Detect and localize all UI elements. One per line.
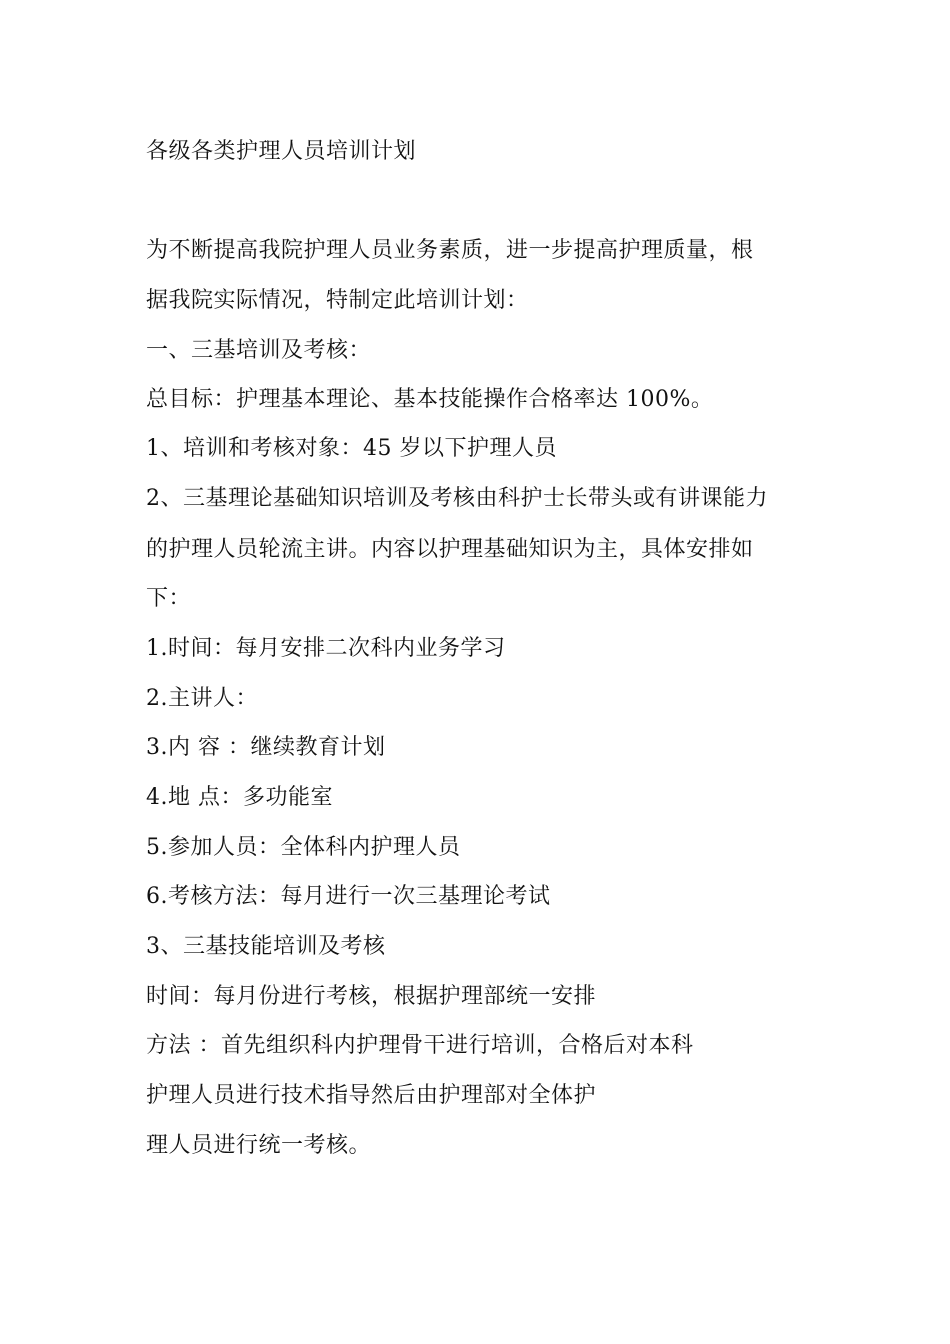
paragraph-line: 3.内 容 ：继续教育计划: [146, 735, 386, 760]
paragraph-line: 2.主讲人：: [146, 686, 258, 711]
paragraph-line: 总目标：护理基本理论、基本技能操作合格率达 100%。: [146, 387, 714, 412]
paragraph-line: 方法 ：首先组织科内护理骨干进行培训，合格后对本科: [146, 1033, 694, 1058]
paragraph-line: 护理人员进行技术指导然后由护理部对全体护: [146, 1083, 597, 1108]
paragraph-line: 下：: [146, 586, 192, 611]
paragraph-line: 一、三基培训及考核：: [146, 338, 372, 363]
document-title: 各级各类护理人员培训计划: [146, 139, 417, 164]
paragraph-line: 6.考核方法：每月进行一次三基理论考试: [146, 884, 551, 909]
paragraph-line: 2、三基理论基础知识培训及考核由科护士长带头或有讲课能力: [146, 486, 768, 511]
paragraph-line: 的护理人员轮流主讲。内容以护理基础知识为主，具体安排如: [146, 537, 754, 562]
paragraph-line: 5.参加人员：全体科内护理人员: [146, 835, 461, 860]
paragraph-line: 1、培训和考核对象：45 岁以下护理人员: [146, 436, 557, 461]
paragraph-line: 为不断提高我院护理人员业务素质，进一步提高护理质量，根: [146, 238, 754, 263]
paragraph-line: 时间：每月份进行考核，根据护理部统一安排: [146, 984, 597, 1009]
paragraph-line: 1.时间：每月安排二次科内业务学习: [146, 636, 506, 661]
paragraph-line: 4.地 点：多功能室: [146, 785, 333, 810]
paragraph-line: 据我院实际情况，特制定此培训计划：: [146, 288, 529, 313]
paragraph-line: 3、三基技能培训及考核: [146, 934, 386, 959]
paragraph-line: 理人员进行统一考核。: [146, 1133, 372, 1158]
